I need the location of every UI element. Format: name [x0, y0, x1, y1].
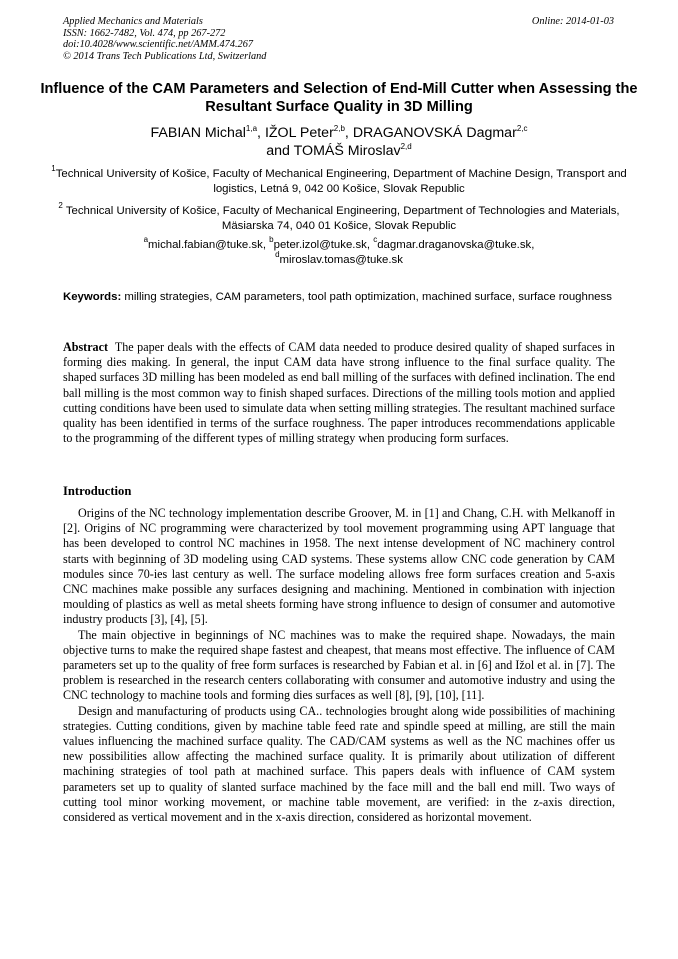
author-affiliation-mark: 2,b [333, 124, 345, 133]
abstract-label: Abstract [63, 340, 109, 354]
email-mark: d [275, 250, 280, 259]
author-name: IŽOL Peter [264, 125, 334, 141]
email-mark: b [269, 235, 274, 244]
author-affiliation-mark: 1,a [245, 124, 258, 133]
email-mark: a [143, 235, 149, 244]
abstract [63, 340, 615, 446]
author-name: DRAGANOVSKÁ Dagmar [352, 125, 517, 141]
copyright-line: © 2014 Trans Tech Publications Ltd, Switzerland [63, 50, 267, 62]
author-affiliation-mark: 2,c [516, 124, 528, 133]
affiliation-text: Technical University of Košice, Faculty of Mechanical Engineering, Department of Technologies and Materials, Mäsiarska 74, 040 01 Košice, Slovak Republic [65, 205, 620, 232]
email-address: dagmar.draganovska@tuke.sk [377, 239, 532, 251]
abstract-text: The paper deals with the effects of CAM data needed to produce desired quality of shaped surfaces in forming dies making. In general, the input CAM data have strong influence to the final surface quality. The shaped surfaces 3D milling has been modeled as end ball milling of the surfaces with defined inclination. The end ball milling is the most common way to finish shaped surfaces. Directions of the milling tools motion and applied cutting conditions have been used to simulate data when setting milling strategies. The resultant machined surface quality has been identified in terms of the surface roughness. The paper introduces recommendations applicable to the programming of the different types of milling strategy when producing form surfaces. [63, 340, 615, 446]
affiliation-mark: 2 [58, 201, 63, 210]
email-address: peter.izol@tuke.sk [273, 239, 367, 251]
affiliation [50, 201, 628, 234]
issn-line: ISSN: 1662-7482, Vol. 474, pp 267-272 [63, 27, 226, 39]
affiliation [50, 164, 628, 197]
paragraph: Design and manufacturing of products using CA.. technologies brought along wide possibilities of machining strategies. Cutting conditions, given by machine table feed rate and spindle speed at milling, are still the main values influencing the machined surface quality. The CAD/CAM systems as well as the NC machines offer us new possibilities allow affecting the machined surface quality. It is primarily about utilization of different machining strategies of tool path at machined surface. This papers deals with influence of CAM system parameters set up to quality of slanted surface machined by the face mill and the ball end mill. Two ways of cutting tool minor working movement, or machine table movement, are verified: in the z-axis direction, considered as vertical movement and in the x-axis direction, considered as horizontal movement. [63, 703, 615, 825]
affiliation-mark: 1 [51, 164, 56, 173]
author-list: FABIAN Michal$^{1,a}$, IŽOL Peter$^{2,b}$, DRAGANOVSKÁ Dagmar$^{2,c}$ and TOMÁŠ Miroslav$^{2,d}$ [150, 124, 528, 159]
keywords-text: milling strategies, CAM parameters, tool path optimization, machined surface, surface roughness [124, 291, 612, 303]
online-date: Online: 2014-01-03 [531, 16, 614, 27]
journal-header [63, 16, 266, 62]
paragraph: Origins of the NC technology implementation describe Groover, M. in [1] and Chang, C.H. with Melkanoff in [2]. Origins of NC programming were characterized by tool movement programming using APT language that has been developed to control NC machines in 1958. The next intense development of NC machinery control starts with beginning of 3D modeling using CAD systems. These systems allow CNC code generation by CAM modules since 70-ies last century as well. The surface modeling allows free form surfaces creation and 5-axis CNC machines make possible any surfaces designing and machining. Mentioned in combination with injection moulding of plastics as well as metal sheets forming have strong influence to design of consumer and automotive industry products [3], [4], [5]. [63, 506, 615, 627]
keywords-label: Keywords: [63, 291, 122, 303]
doi-line: doi:10.4028/www.scientific.net/AMM.474.267 [63, 39, 253, 51]
journal-name: Applied Mechanics and Materials [63, 16, 203, 27]
paragraph: The main objective in beginnings of NC machines was to make the required shape. Nowadays, the main objective turns to make the required shape fastest and cheapest, that means most effective. The influence of CAM parameters set up to the quality of free form surfaces is researched by Fabian et al. in [6] and Ižol et al. in [7]. The problem is researched in the research centers collaborating with consumer and automotive industry and using the CNC technology to machine tools and forming dies surfaces as well [8], [9], [10], [11]. [63, 627, 615, 703]
author-name: TOMÁŠ Miroslav [293, 143, 401, 159]
email-address: michal.fabian@tuke.sk [148, 239, 263, 251]
paper-title: Influence of the CAM Parameters and Selection of End-Mill Cutter when Assessing the Resultant Surface Quality in 3D Milling [40, 81, 638, 115]
keywords [63, 290, 615, 305]
author-emails: $^a$michal.fabian@tuke.sk, $^b$peter.izol@tuke.sk, $^c$dagmar.draganovska@tuke.sk, $^d$miroslav.tomas@tuke.sk [143, 235, 535, 266]
author-name: FABIAN Michal [150, 125, 246, 141]
introduction-body [63, 506, 615, 825]
affiliation-text: Technical University of Košice, Faculty of Mechanical Engineering, Department of Machine Design, Transport and logistics, Letná 9, 042 00 Košice, Slovak Republic [55, 168, 627, 195]
section-heading: Introduction [63, 484, 132, 498]
email-address: miroslav.tomas@tuke.sk [279, 254, 403, 266]
author-conjunction: and [266, 143, 290, 159]
author-affiliation-mark: 2,d [400, 142, 412, 151]
email-mark: c [373, 235, 378, 244]
